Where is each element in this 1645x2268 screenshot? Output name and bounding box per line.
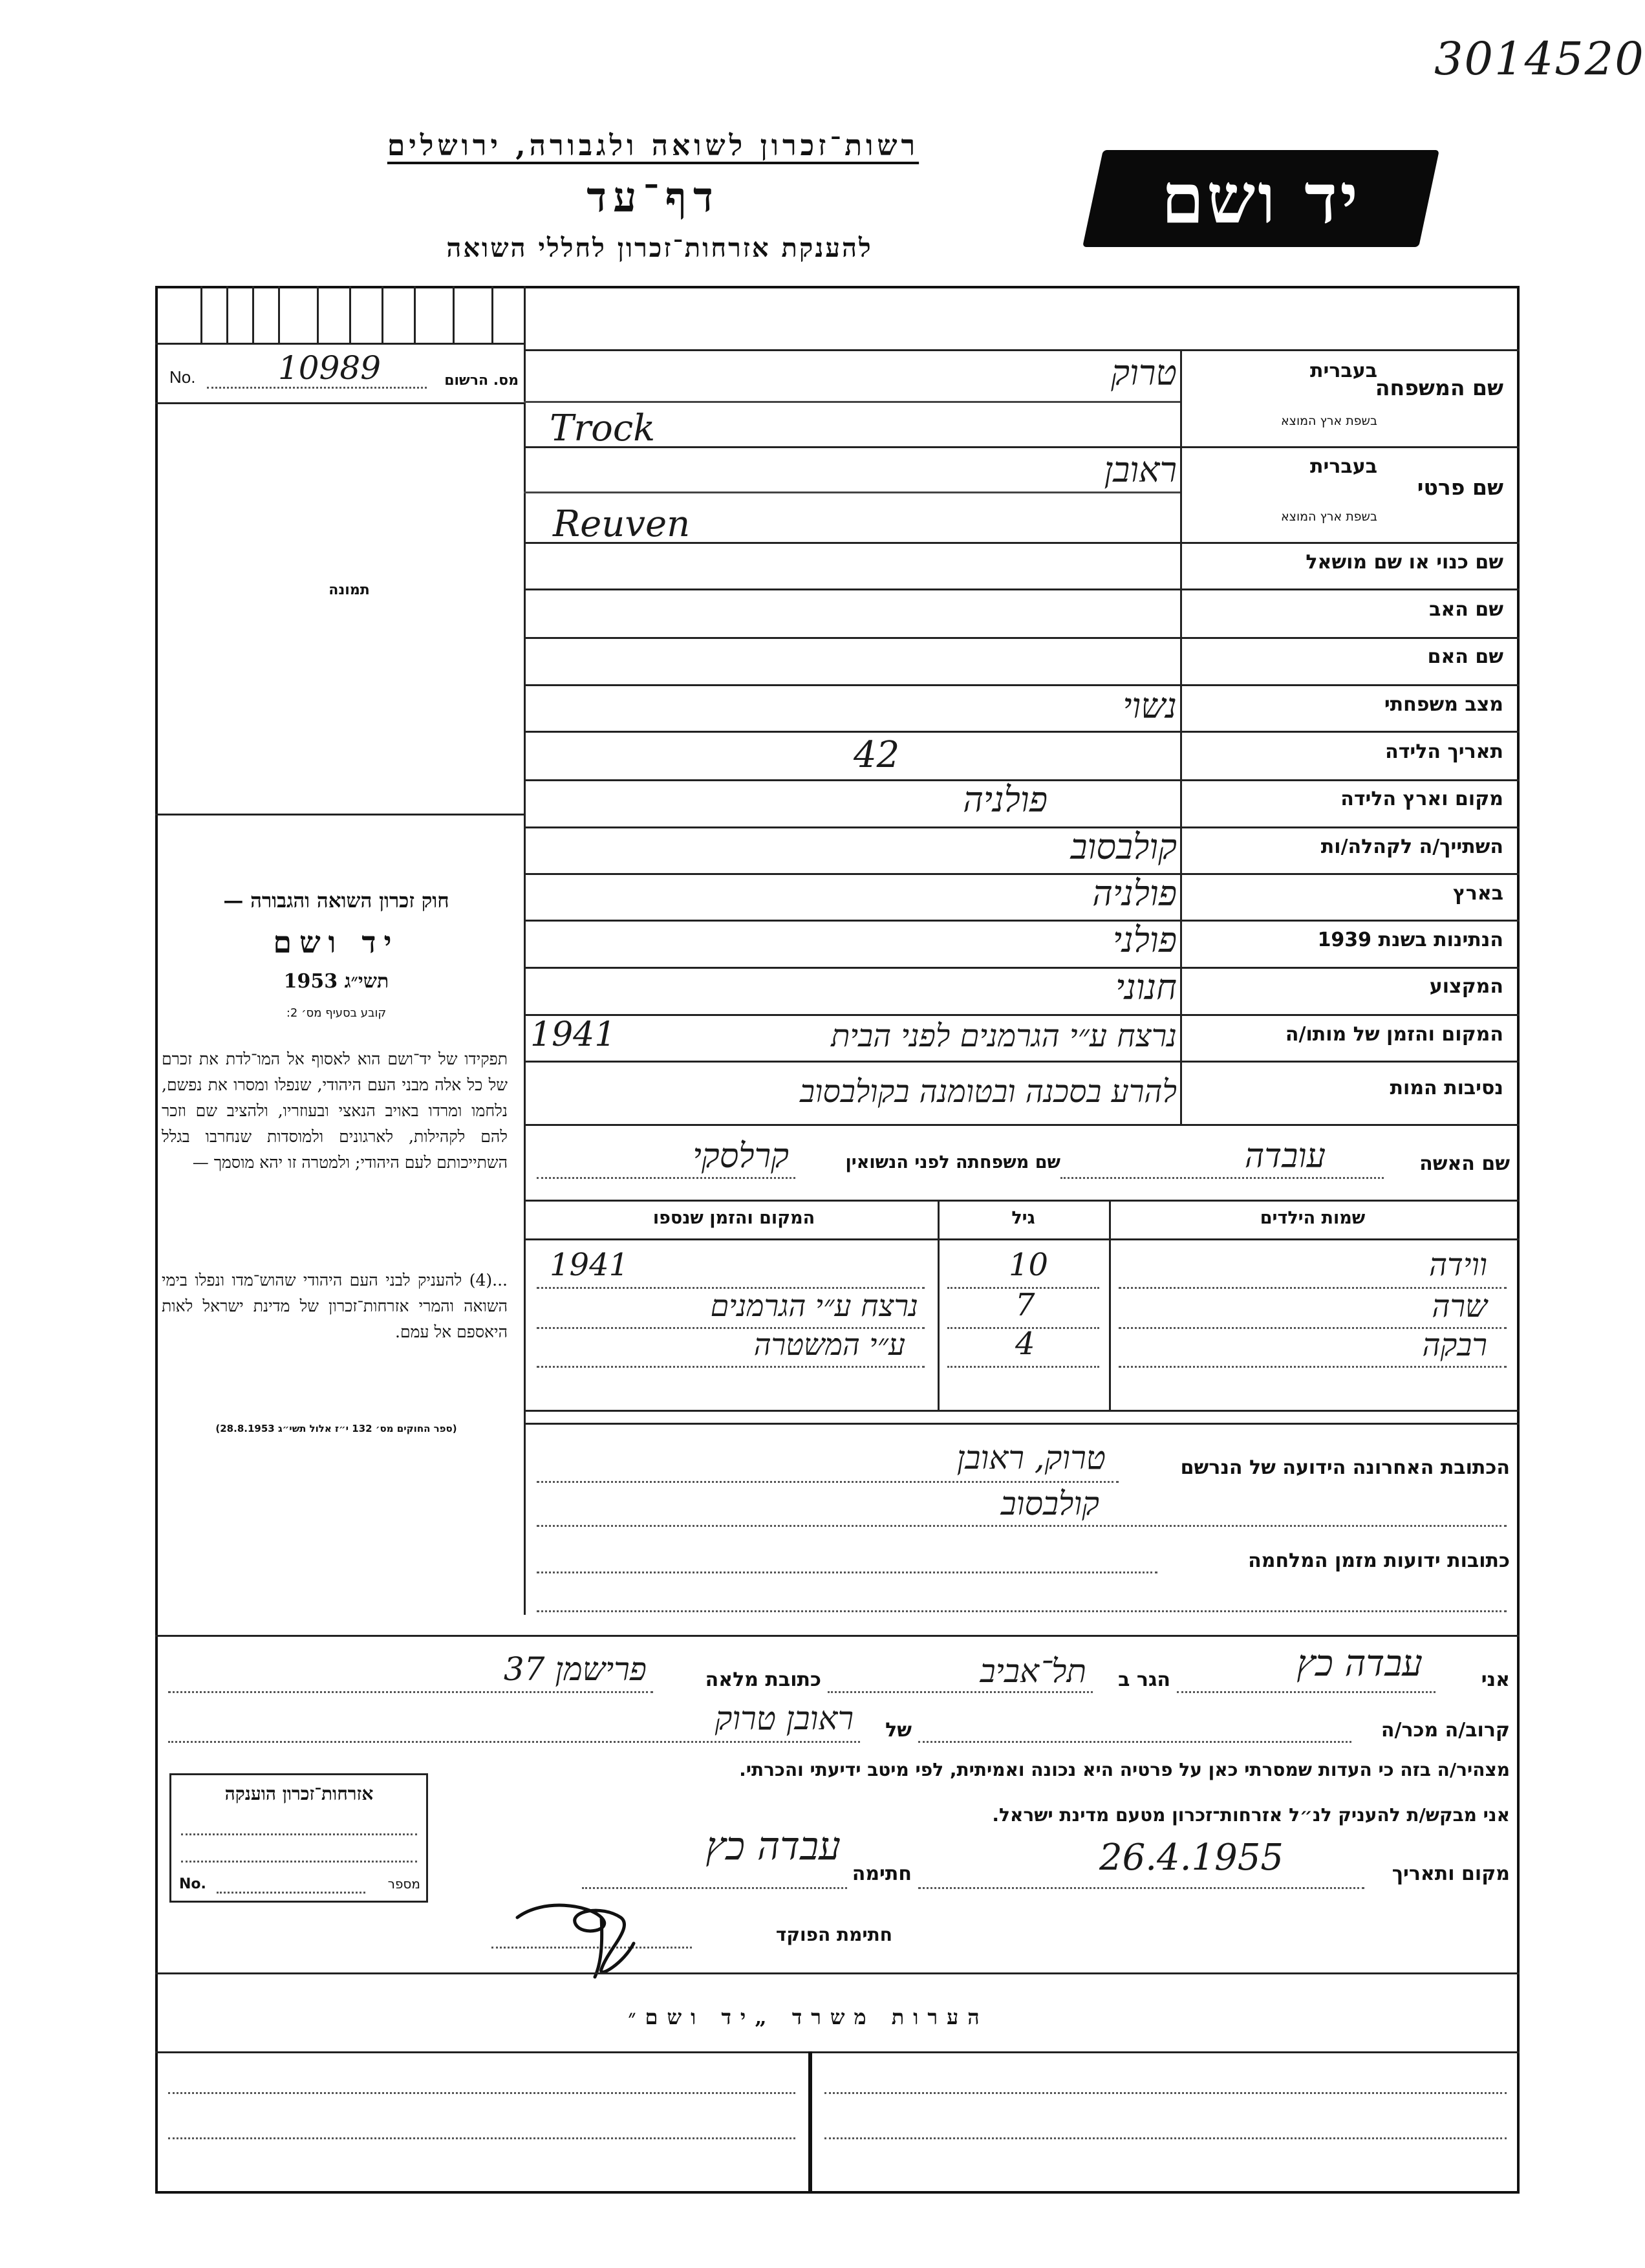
form-title: דף־עד [586, 173, 720, 222]
officer-signature [504, 1892, 660, 1982]
officer-label: חתימת הפוקד [775, 1924, 892, 1945]
child-place: ע״י המשטרה [753, 1327, 905, 1362]
war-addresses-label: כתובות ידועות מזמן המלחמה [1248, 1550, 1510, 1572]
law-name: יד ושם [273, 925, 400, 960]
place-date-label: מקום ותאריך [1392, 1863, 1510, 1885]
declaration-date: 26.4.1955 [1099, 1837, 1284, 1879]
child-name: שרה [1432, 1288, 1487, 1324]
nickname-label: שם כנוי או שם מושאל [1306, 551, 1503, 574]
archive-number: 3014520 [1434, 32, 1645, 85]
profession-label: המקצוע [1429, 975, 1503, 998]
last-address-value-1: טרוק, ראובן [956, 1439, 1106, 1476]
registration-number: 10989 [278, 349, 382, 387]
maiden-value: קרלסקי [693, 1137, 789, 1176]
relative-of-value: ראובן טרוק [715, 1700, 854, 1737]
firstname-hebrew-value: ראובן [1104, 449, 1177, 490]
full-address-label: כתובת מלאה [705, 1669, 821, 1691]
surname-hebrew-value: טרוק [1111, 352, 1177, 393]
surname-latin-value: Trock [550, 407, 656, 449]
no-label: No. [169, 367, 196, 387]
child-age: 7 [1015, 1287, 1035, 1323]
remarks-label: הערות משרד „יד ושם״ [628, 2005, 989, 2029]
law-source: (ספר החוקים מס׳ 132 י״ז אלול תשי״ג 28.8.1953) [215, 1423, 457, 1434]
maiden-label: שם משפחתה לפני הנשואין [845, 1152, 1060, 1172]
witness-name: עבדה כץ [1296, 1643, 1423, 1685]
death-cause-label: נסיבות המות [1390, 1077, 1503, 1099]
request-text: אני מבקש/ת להעניק לנ״ל אזרחות־זכרון מטעם מדינת ישראל. [992, 1804, 1510, 1826]
family-status-value: נשוי [1123, 686, 1177, 726]
wife-label: שם האשה [1419, 1152, 1510, 1175]
wife-value: עובדה [1244, 1137, 1326, 1176]
citizenship-label: הנתינות בשנת 1939 [1317, 929, 1503, 951]
family-status-label: מצב משפחתי [1384, 693, 1503, 716]
community-label: השתייך/ה לקהלה/ות [1320, 836, 1503, 858]
witness-city: תל־אביב [980, 1652, 1086, 1690]
community-value: קולבסוב [1070, 826, 1177, 867]
logo-text: יד ושם [1161, 158, 1360, 239]
authority-heading: רשות־זכרון לשואה ולגבורה, ירושלים [387, 129, 919, 162]
law-text-2: ...(4) להעניק לבני העם היהודי שהוש־מדו ונפלו בימי השואה והמרי אזרחות־זכרון של מדינת ישראל לאות היאספם אל עמם. [162, 1271, 508, 1341]
law-title: חוק זכרון השואה והגבורה — [223, 889, 449, 913]
of-label: של [885, 1719, 912, 1742]
surname-label: שם המשפחה [1375, 375, 1503, 400]
child-age: 10 [1009, 1247, 1049, 1283]
children-place-header: המקום והזמן שנספו [652, 1208, 815, 1228]
firstname-label: שם פרטי [1417, 475, 1503, 500]
citizenship-value: פולני [1112, 920, 1177, 960]
children-age-header: גיל [1011, 1208, 1035, 1228]
citizenship-box-num-label: מספר [387, 1876, 420, 1892]
child-name: ווידה [1428, 1247, 1487, 1283]
citizenship-box-title: אזרחות־זכרון הוענקה [224, 1783, 374, 1804]
origin-lang-label-2: בשפת ארץ המוצא [1280, 510, 1377, 524]
citizenship-granted-box [169, 1773, 428, 1903]
citizenship-box-no-label: No. [179, 1876, 206, 1892]
hebrew-label-1: בעברית [1310, 360, 1377, 382]
origin-lang-label-1: בשפת ארץ המוצא [1280, 414, 1377, 428]
child-place: נרצח ע״י הגרמנים [710, 1288, 918, 1323]
country-label: בארץ [1452, 882, 1503, 905]
relative-label: קרוב/ה מכר/ה [1381, 1719, 1510, 1742]
death-place-label: המקום והזמן של מותו/ה [1285, 1023, 1503, 1046]
child-place: 1941 [550, 1247, 629, 1283]
birth-place-label: מקום וארץ הלידה [1340, 788, 1503, 810]
witness-street: פרישמן 37 [503, 1650, 647, 1688]
children-names-header: שמות הילדים [1260, 1208, 1366, 1228]
yad-vashem-logo [1082, 150, 1439, 247]
declaration-text: מצהיר/ה בזה כי העדות שמסרתי כאן על פרטיה היא נכונה ואמיתית, לפי מיטב ידיעתי והכרתי. [739, 1759, 1510, 1780]
last-address-value-2: קולבסוב [1000, 1485, 1099, 1522]
birth-date-label: תאריך הלידה [1385, 740, 1503, 763]
profession-value: חנוני [1115, 967, 1177, 1008]
witness-signature: עבדה כץ [705, 1824, 841, 1869]
mother-label: שם האם [1427, 645, 1503, 668]
signature-label: חתימה [852, 1863, 912, 1885]
birth-place-value: פולניה [963, 779, 1048, 820]
law-year: תשי״ג 1953 [283, 970, 389, 993]
photo-label: תמונה [328, 582, 370, 598]
last-address-label: הכתובת האחרונה הידועה של הנרשם [1180, 1456, 1510, 1479]
firstname-latin-value: Reuven [553, 503, 691, 545]
father-label: שם האב [1429, 598, 1503, 621]
child-age: 4 [1015, 1326, 1035, 1362]
form-subtitle: להענקת אזרחות־זכרון לחללי השואה [446, 233, 873, 263]
lives-label: הגר ב [1118, 1669, 1170, 1691]
death-year-value: 1941 [530, 1015, 616, 1054]
law-clause: קובע בסעיף מס׳ 2: [286, 1006, 387, 1020]
death-cause-value: להרע בסכנה ובטומנה בקולבסוב [799, 1074, 1177, 1110]
death-place-value: נרצח ע״י הגרמנים לפני הבית [831, 1018, 1177, 1054]
child-name: רבקה [1422, 1327, 1487, 1363]
age-value: 42 [854, 734, 900, 776]
law-text: תפקידו של יד־ושם הוא לאסוף אל המו־לדת את זכרם של כל אלה מבני העם היהודי, שנפלו ומסרו את נפשם, נלחמו ומרדו באויב הנאצי ובעוזריו, ולהציב שם וזכר להם לקהילות, לארגונים ולמוסדות שנחרבו בגלל השתייכותם לעם היהודי; ולמטרה זו יהא מוסמך — [162, 1050, 508, 1172]
hebrew-label-2: בעברית [1310, 455, 1377, 478]
witness-i-label: אני [1481, 1669, 1510, 1691]
reg-label: מס. הרשום [444, 373, 519, 389]
country-value: פולניה [1092, 873, 1177, 914]
